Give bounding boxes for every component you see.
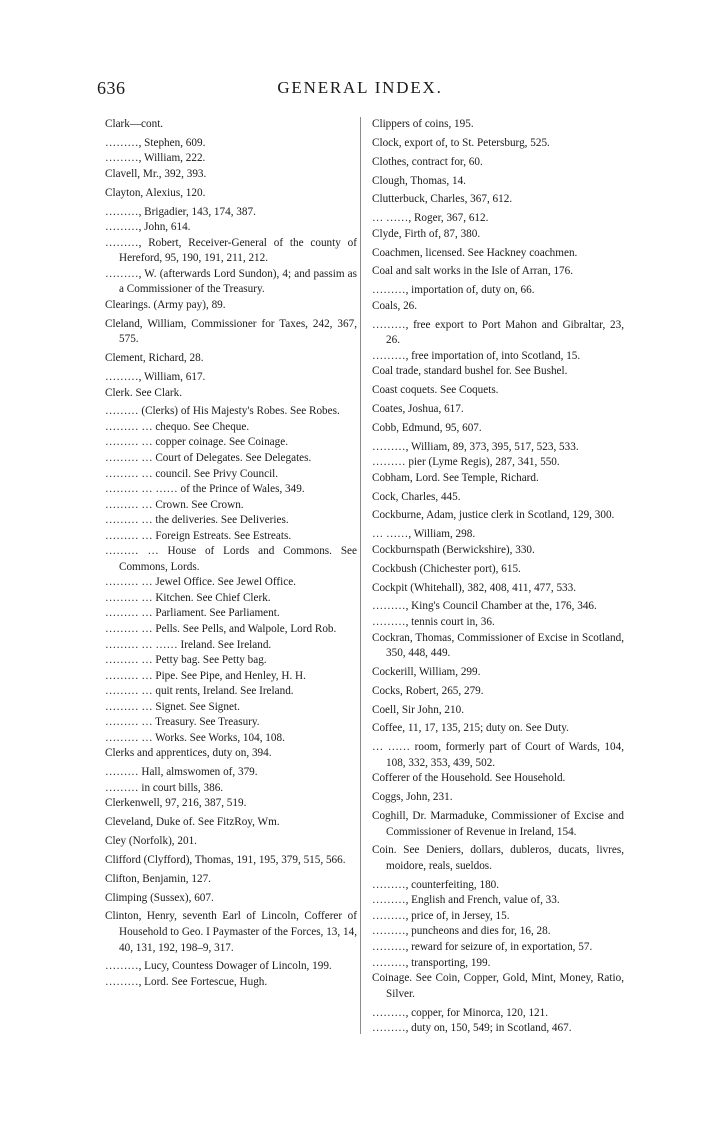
index-entry: Clark—cont. bbox=[105, 118, 164, 130]
index-entry: ……… … …… Ireland. See Ireland. bbox=[105, 638, 272, 651]
index-entry: ……… … House of Lords and Commons. See Commons, Lords. bbox=[105, 545, 357, 573]
page-number: 636 bbox=[97, 78, 126, 98]
index-entry: ……… Hall, almswomen of, 379. bbox=[105, 766, 258, 779]
index-entry: Clothes, contract for, 60. bbox=[372, 155, 483, 168]
index-entry: ………, Lucy, Countess Dowager of Lincoln, 199. bbox=[105, 960, 332, 973]
index-entry: ……… … Pipe. See Pipe, and Henley, H. H. bbox=[105, 669, 306, 682]
index-entry: ……… … Kitchen. See Chief Clerk. bbox=[105, 591, 271, 604]
column-divider bbox=[360, 117, 361, 1034]
index-entry: Cockburnspath (Berwickshire), 330. bbox=[372, 543, 535, 556]
index-entry: Climping (Sussex), 607. bbox=[105, 891, 214, 904]
index-entry: … ……, William, 298. bbox=[372, 528, 476, 541]
index-entry: Coell, Sir John, 210. bbox=[372, 703, 464, 716]
index-entry: ……… pier (Lyme Regis), 287, 341, 550. bbox=[372, 456, 560, 469]
index-entry: ………, Robert, Receiver-General of the county of Hereford, 95, 190, 191, 211, 212. bbox=[105, 236, 357, 265]
index-entry: ………, free importation of, into Scotland, 15. bbox=[372, 349, 581, 362]
running-head: GENERAL INDEX. bbox=[277, 78, 443, 97]
index-entry: Cofferer of the Household. See Household. bbox=[372, 772, 566, 785]
index-entry: ………, William, 89, 373, 395, 517, 523, 533. bbox=[372, 440, 579, 453]
index-entry: ………, William, 617. bbox=[105, 370, 206, 383]
index-entry: ……… in court bills, 386. bbox=[105, 781, 224, 794]
index-entry: Clippers of coins, 195. bbox=[372, 118, 474, 130]
index-entry: ……… … chequo. See Cheque. bbox=[105, 420, 250, 433]
index-entry: Cocks, Robert, 265, 279. bbox=[372, 684, 484, 697]
index-entry: Clavell, Mr., 392, 393. bbox=[105, 167, 207, 180]
index-entry: Coast coquets. See Coquets. bbox=[372, 384, 499, 397]
index-entry: Clement, Richard, 28. bbox=[105, 352, 204, 365]
index-entry: Cobham, Lord. See Temple, Richard. bbox=[372, 471, 539, 484]
index-entry: ………, counterfeiting, 180. bbox=[372, 878, 500, 891]
index-entry: ……… … the deliveries. See Deliveries. bbox=[105, 514, 289, 527]
index-entry: ………, W. (afterwards Lord Sundon), 4; and passim as a Commissioner of the Treasury. bbox=[105, 267, 357, 296]
index-entry: Cleveland, Duke of. See FitzRoy, Wm. bbox=[105, 816, 280, 829]
index-entry: ………, Brigadier, 143, 174, 387. bbox=[105, 205, 256, 218]
index-entry: ……… … …… of the Prince of Wales, 349. bbox=[105, 483, 305, 496]
index-entry: ……… … Works. See Works, 104, 108. bbox=[105, 731, 285, 744]
index-entry: Coal and salt works in the Isle of Arran, 176. bbox=[372, 265, 574, 278]
index-entry: Cock, Charles, 445. bbox=[372, 490, 461, 503]
index-entry: Clough, Thomas, 14. bbox=[372, 174, 466, 187]
index-entry: Coggs, John, 231. bbox=[372, 791, 453, 804]
index-entry: ……… … quit rents, Ireland. See Ireland. bbox=[105, 685, 294, 698]
index-entry: Coates, Joshua, 617. bbox=[372, 403, 464, 416]
index-entry: ……… … Crown. See Crown. bbox=[105, 498, 244, 511]
index-entry: Clayton, Alexius, 120. bbox=[105, 186, 206, 199]
index-entry: ……… … Petty bag. See Petty bag. bbox=[105, 654, 267, 667]
index-entry: Cockran, Thomas, Commissioner of Excise in Scotland, 350, 448, 449. bbox=[372, 631, 624, 660]
index-entry: ………, free export to Port Mahon and Gibraltar, 23, 26. bbox=[372, 318, 624, 347]
index-entry: ………, William, 222. bbox=[105, 152, 206, 165]
index-entry: Coal trade, standard bushel for. See Bushel. bbox=[372, 365, 568, 378]
right-index-column bbox=[372, 117, 624, 1037]
index-entry: ………, Stephen, 609. bbox=[105, 136, 206, 149]
index-entry: Cleland, William, Commissioner for Taxes, 242, 367, 575. bbox=[105, 317, 357, 346]
index-entry: ………, transporting, 199. bbox=[372, 956, 491, 969]
index-entry: ………, importation of, duty on, 66. bbox=[372, 284, 535, 297]
index-entry: ……… … council. See Privy Council. bbox=[105, 467, 279, 480]
index-entry: Clinton, Henry, seventh Earl of Lincoln, Cofferer of Household to Geo. I Paymaster of the Forces, 13, 14, 40, 131, 192, 198–9, 317. bbox=[105, 910, 357, 954]
index-entry: ……… … Foreign Estreats. See Estreats. bbox=[105, 529, 292, 542]
index-entry: ……… … Parliament. See Parliament. bbox=[105, 607, 280, 620]
index-entry: ……… … Signet. See Signet. bbox=[105, 700, 240, 713]
index-entry: Coghill, Dr. Marmaduke, Commissioner of Excise and Commissioner of Revenue in Ireland, 154. bbox=[372, 810, 624, 838]
index-entry: ………, English and French, value of, 33. bbox=[372, 894, 560, 907]
index-entry: Clerk. See Clark. bbox=[105, 386, 183, 399]
index-entry: Coffee, 11, 17, 135, 215; duty on. See Duty. bbox=[372, 722, 569, 735]
index-entry: Clerkenwell, 97, 216, 387, 519. bbox=[105, 797, 247, 810]
index-entry: Clock, export of, to St. Petersburg, 525. bbox=[372, 136, 550, 149]
index-entry: … …… room, formerly part of Court of Wards, 104, 108, 332, 353, 439, 502. bbox=[372, 741, 624, 769]
index-entry: Clutterbuck, Charles, 367, 612. bbox=[372, 193, 513, 206]
index-entry: ………, John, 614. bbox=[105, 221, 191, 234]
index-entry: Clifton, Benjamin, 127. bbox=[105, 872, 211, 885]
index-entry: ……… … copper coinage. See Coinage. bbox=[105, 436, 288, 449]
index-entry: Coinage. See Coin, Copper, Gold, Mint, Money, Ratio, Silver. bbox=[372, 972, 624, 1000]
index-entry: Cobb, Edmund, 95, 607. bbox=[372, 421, 482, 434]
index-entry: ………, Lord. See Fortescue, Hugh. bbox=[105, 975, 268, 988]
index-entry: ………, puncheons and dies for, 16, 28. bbox=[372, 925, 551, 938]
index-entry: ……… (Clerks) of His Majesty's Robes. See Robes. bbox=[105, 405, 340, 418]
index-entry: ………, duty on, 150, 549; in Scotland, 467. bbox=[372, 1022, 572, 1035]
index-entry: ………, tennis court in, 36. bbox=[372, 615, 495, 628]
index-entry: Clyde, Firth of, 87, 380. bbox=[372, 227, 481, 240]
index-entry: Clifford (Clyfford), Thomas, 191, 195, 379, 515, 566. bbox=[105, 853, 346, 866]
index-entry: Coals, 26. bbox=[372, 299, 418, 312]
index-entry: ………, reward for seizure of, in exportation, 57. bbox=[372, 941, 593, 954]
index-entry: ………, price of, in Jersey, 15. bbox=[372, 909, 510, 922]
index-entry: ……… … Court of Delegates. See Delegates. bbox=[105, 452, 312, 465]
left-index-column bbox=[105, 117, 357, 990]
index-entry: Cockerill, William, 299. bbox=[372, 665, 481, 678]
index-entry: Coin. See Deniers, dollars, dubleros, ducats, livres, moidore, reals, sueldos. bbox=[372, 844, 624, 872]
index-entry: Clerks and apprentices, duty on, 394. bbox=[105, 747, 272, 760]
index-entry: ……… … Treasury. See Treasury. bbox=[105, 716, 260, 729]
index-entry: Cockpit (Whitehall), 382, 408, 411, 477, 533. bbox=[372, 581, 577, 594]
index-entry: ……… … Jewel Office. See Jewel Office. bbox=[105, 576, 296, 589]
index-entry: Cockbush (Chichester port), 615. bbox=[372, 562, 521, 575]
index-entry: Cockburne, Adam, justice clerk in Scotland, 129, 300. bbox=[372, 509, 615, 522]
index-entry: ………, copper, for Minorca, 120, 121. bbox=[372, 1006, 549, 1019]
index-entry: Clearings. (Army pay), 89. bbox=[105, 298, 226, 311]
index-entry: Cley (Norfolk), 201. bbox=[105, 835, 197, 848]
index-entry: … ……, Roger, 367, 612. bbox=[372, 212, 489, 225]
index-entry: ………, King's Council Chamber at the, 176, 346. bbox=[372, 600, 597, 613]
index-entry: ……… … Pells. See Pells, and Walpole, Lord Rob. bbox=[105, 623, 337, 636]
index-entry: Coachmen, licensed. See Hackney coachmen. bbox=[372, 246, 578, 259]
